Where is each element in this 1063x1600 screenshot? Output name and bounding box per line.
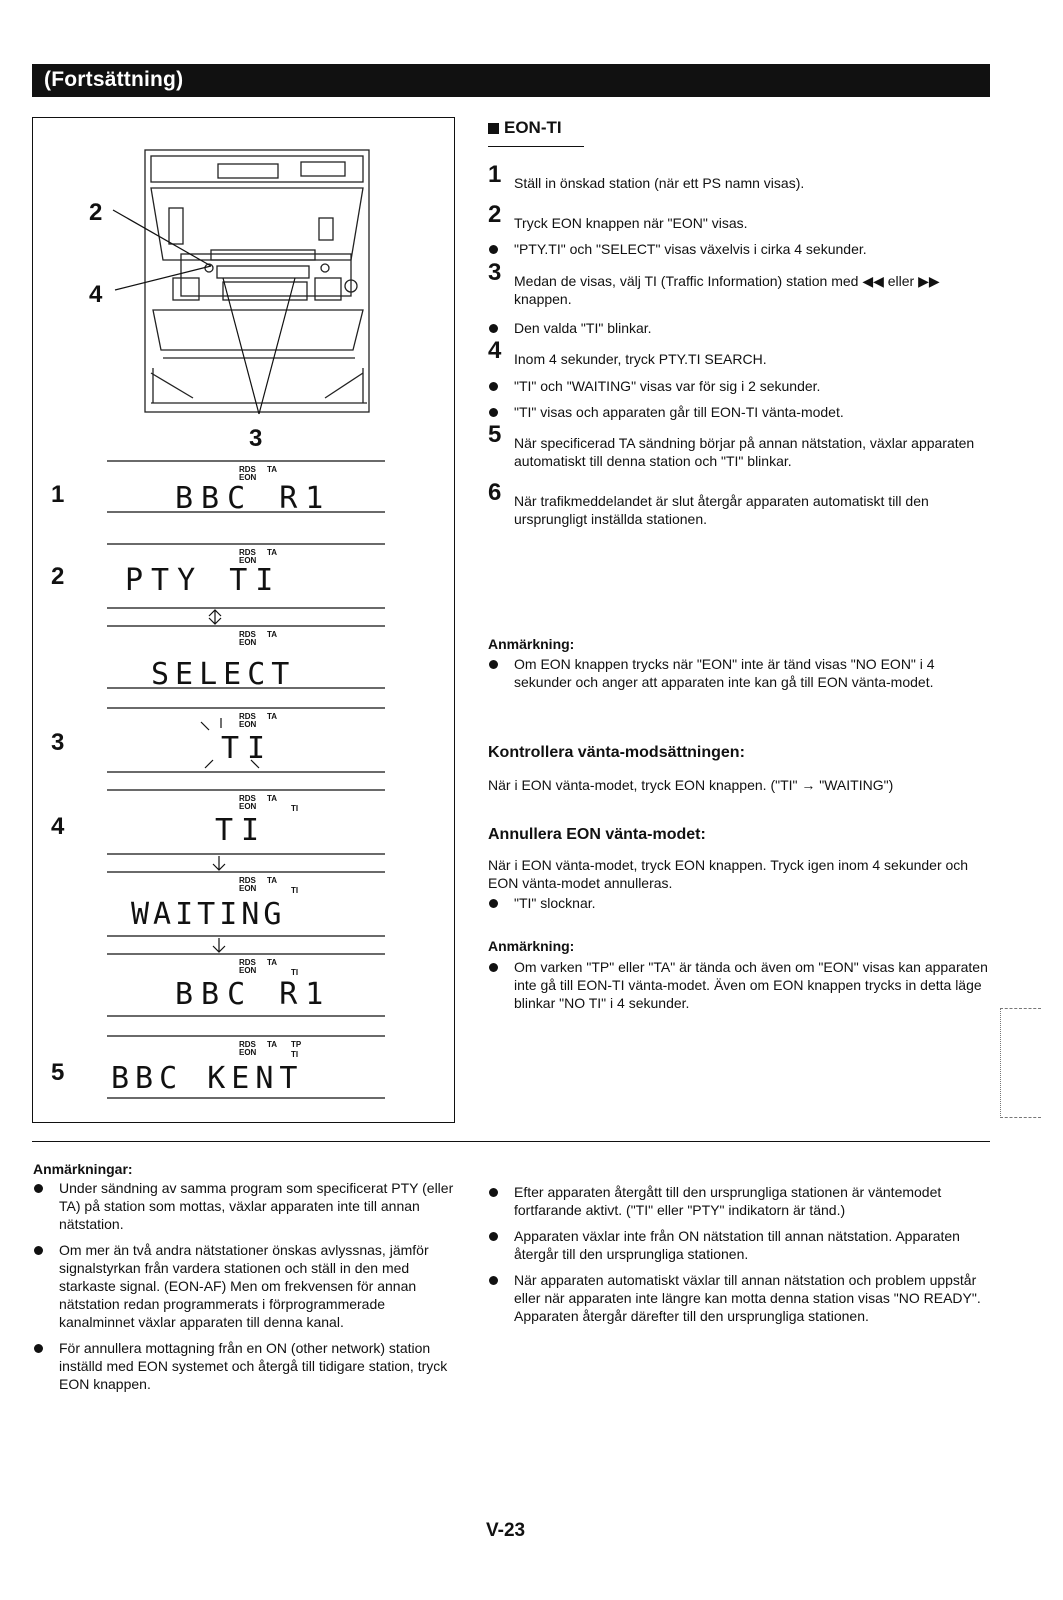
page-edge-tab — [1000, 1008, 1041, 1118]
notes-right — [488, 1183, 993, 1333]
note-item: Om mer än två andra nätstationer önskas avlyssnas, jämför signalstyrkan från vardera stationen och ställ in den med starkaste signal. (EON-AF) Men om frekvensen för annan nätstation redan programmerats i förprogrammerade kanalminnet växlar apparaten till denna kanal. — [33, 1241, 463, 1331]
row-number-5: 5 — [51, 1059, 65, 1086]
ind-rds-8: RDS — [239, 1040, 256, 1049]
row-number-1: 1 — [51, 481, 65, 508]
bullet-icon — [34, 1246, 43, 1255]
note-1-heading: Anmärkning: — [488, 636, 575, 652]
ind-eon-5: EON — [239, 802, 257, 811]
check-heading: Kontrollera vänta-modsättningen: — [488, 744, 745, 761]
ind-ti-6: TI — [291, 886, 299, 895]
lcd-texts — [111, 481, 331, 1096]
row-number-2: 2 — [51, 563, 65, 590]
note-item: Under sändning av samma program som specificerat PTY (eller TA) på station som mottas, växlar apparaten inte till annan nätstation. — [33, 1179, 463, 1233]
row-number-4: 4 — [51, 813, 65, 840]
page-title: (Fortsättning) — [44, 68, 184, 91]
ind-ti-7: TI — [291, 968, 299, 977]
callout-2: 2 — [89, 199, 103, 226]
ind-eon-6: EON — [239, 884, 257, 893]
bullet-icon — [34, 1184, 43, 1193]
ind-rds-2: RDS — [239, 548, 256, 557]
bullet-icon — [489, 660, 498, 669]
ind-ti-5: TI — [291, 804, 299, 813]
display-2: PTY TI — [125, 563, 282, 598]
note-item: Apparaten växlar inte från ON nätstation till annan nätstation. Apparaten återgår till den ursprungliga stationen. — [488, 1227, 993, 1263]
ind-ta-2: TA — [267, 548, 278, 557]
ind-rds-6: RDS — [239, 876, 256, 885]
bullet-icon — [489, 1232, 498, 1241]
ind-ta-4: TA — [267, 712, 278, 721]
stereo-illustration — [145, 150, 369, 412]
ind-tp-8: TP — [291, 1040, 302, 1049]
callout-3: 3 — [249, 425, 263, 452]
bullet-icon — [489, 963, 498, 972]
section-title: EON-TI — [488, 118, 993, 138]
ind-rds-1: RDS — [239, 465, 256, 474]
ind-eon-3: EON — [239, 638, 257, 647]
note-item: Efter apparaten återgått till den ursprungliga stationen är väntemodet fortfarande aktivt. ("TI" eller "PTY" indikatorn är tänd.) — [488, 1183, 993, 1219]
display-1: BBC R1 — [175, 481, 332, 516]
note-item: För annullera mottagning från en ON (other network) station inställd med EON systemet och återgå till tidigare station, tryck EON knappen. — [33, 1339, 463, 1393]
row-number-3: 3 — [51, 729, 65, 756]
ind-eon-7: EON — [239, 966, 257, 975]
header-bar — [32, 64, 990, 97]
ind-ta-8: TA — [267, 1040, 278, 1049]
callout-lines — [113, 210, 295, 414]
ind-ta-6: TA — [267, 876, 278, 885]
note-2-heading: Anmärkning: — [488, 938, 575, 954]
bullet-icon — [489, 1276, 498, 1285]
ind-ta-5: TA — [267, 794, 278, 803]
figure-box — [32, 117, 455, 1123]
page-number: V-23 — [486, 1520, 526, 1541]
ind-eon-1: EON — [239, 473, 257, 482]
bullet-icon — [489, 408, 498, 417]
cancel-text: När i EON vänta-modet, tryck EON knappen. Tryck igen inom 4 sekunder och EON vänta-modet annulleras. — [488, 857, 969, 891]
eon-ti-section: EON-TI 1 Ställ in önskad station (när ett PS namn visas). 2 Tryck EON knappen när "EON" visas. "PTY.TI" och "SELECT" visas växelvis i cirka 4 sekunder. 3 Medan de visas, välj TI (Traffic Information) station med ◀◀ eller ▶▶ knappen. Den valda "TI" blinkar. 4 Inom 4 sekunder, tryck PTY.TI SEARCH. "TI" och "WAITING" visas var för sig i 2 sekunder. "TI" visas och apparaten går till EON-TI vänta-modet. 5 När specificerad TA sändning börjar på annan nätstation, växlar apparaten automatiskt till denna station och "TI" blinkar. 6 När trafikmeddelandet är slut återgår apparaten automatiskt till den ursprungligt inställda stationen. Anmärkning: Om EON knappen trycks när "EON" inte är tänd visas "NO EON" i 4 sekunder och anger att apparaten inte kan gå till EON vänta-modet. Kontrollera vänta-modsättningen: När i EON vänta-modet, tryck EON knappen. ("TI" → "WAITING") Annullera EON vänta-modet: När i EON vänta-modet, tryck EON knappen. Tryck igen inom 4 sekunder och EON vänta-modet annulleras. "TI" slocknar. Anmärkning: Om varken "TP" eller "TA" är tända och även om "EON" visas kan apparaten inte gå till EON-TI vänta-modet. Även om EON knappen trycks in detta läge blinkar "NO TI" i 4 sekunder. — [488, 118, 993, 147]
ind-eon-2: EON — [239, 556, 257, 565]
ind-rds-3: RDS — [239, 630, 256, 639]
notes-left — [33, 1161, 463, 1401]
display-5: TI — [215, 813, 268, 848]
bullet-icon — [34, 1344, 43, 1353]
cancel-heading: Annullera EON vänta-modet: — [488, 826, 706, 843]
display-4: TI — [221, 731, 274, 766]
ind-rds-5: RDS — [239, 794, 256, 803]
ind-rds-7: RDS — [239, 958, 256, 967]
notes-heading: Anmärkningar: — [33, 1161, 133, 1177]
bullet-icon — [489, 245, 498, 254]
bullet-icon — [489, 1188, 498, 1197]
display-8: BBC KENT — [111, 1061, 304, 1096]
section-divider — [32, 1141, 990, 1142]
ind-ta-7: TA — [267, 958, 278, 967]
square-bullet-icon — [488, 123, 499, 134]
callout-4: 4 — [89, 281, 103, 308]
ind-ta-3: TA — [267, 630, 278, 639]
display-3: SELECT — [151, 657, 296, 692]
device-figure — [33, 118, 456, 1124]
ind-eon-8: EON — [239, 1048, 257, 1057]
ind-ti-8: TI — [291, 1050, 299, 1059]
ind-eon-4: EON — [239, 720, 257, 729]
ind-rds-4: RDS — [239, 712, 256, 721]
display-7: BBC R1 — [175, 977, 332, 1012]
note-item: När apparaten automatiskt växlar till annan nätstation och problem uppstår eller när apparaten inte längre kan motta denna station visas "NO READY". Apparaten återgår därefter till den ursprungliga stationen. — [488, 1271, 993, 1325]
display-6: WAITING — [131, 897, 286, 932]
ind-ta-1: TA — [267, 465, 278, 474]
bullet-icon — [489, 899, 498, 908]
bullet-icon — [489, 324, 498, 333]
title-underline — [488, 146, 584, 147]
check-text: När i EON vänta-modet, tryck EON knappen. ("TI" → "WAITING") — [488, 777, 894, 793]
bullet-icon — [489, 382, 498, 391]
